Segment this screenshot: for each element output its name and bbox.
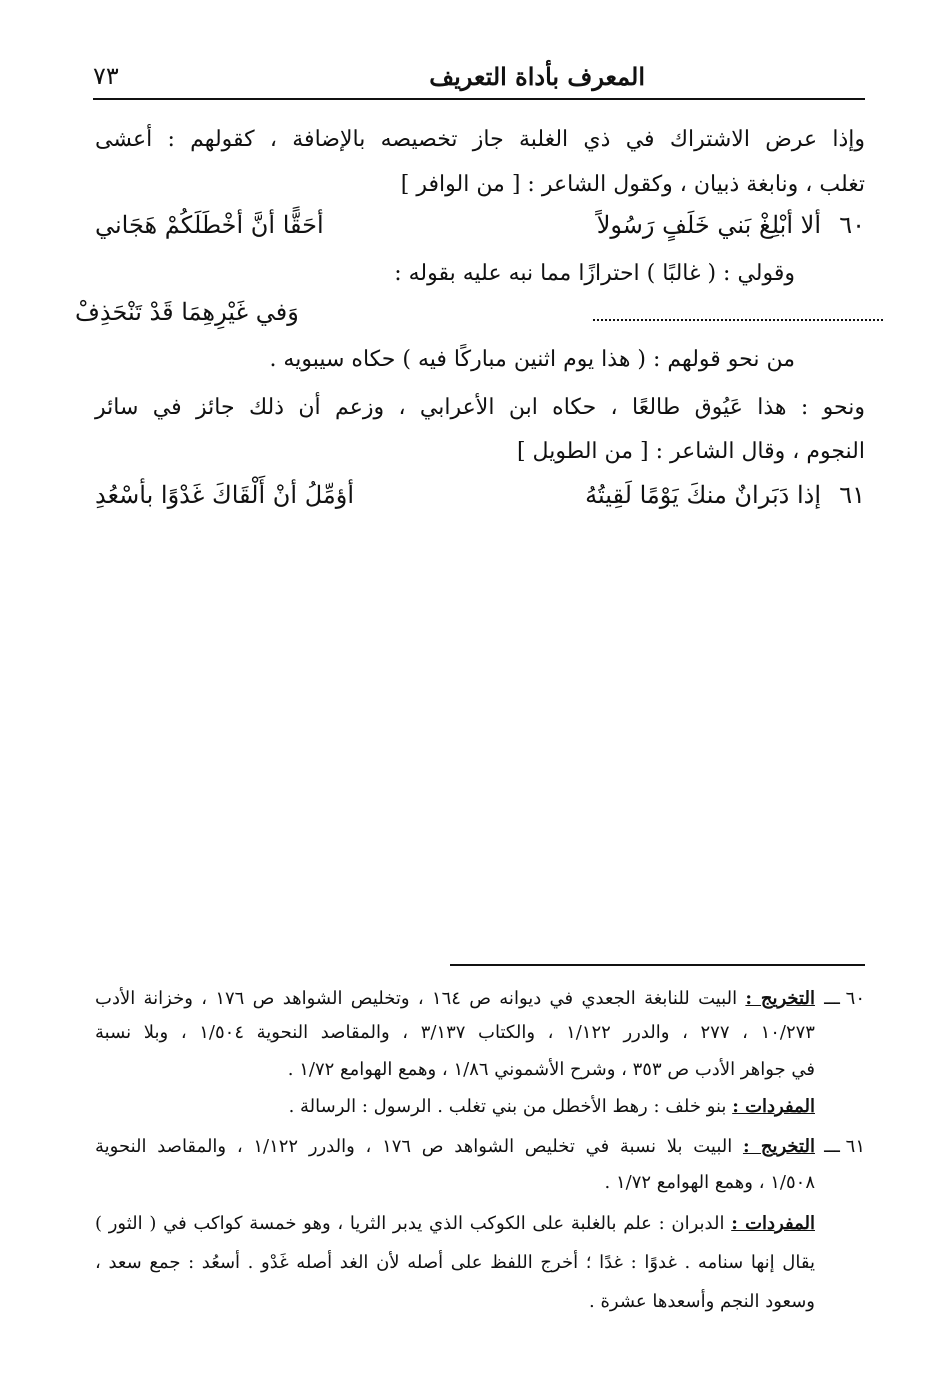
footnote-number: ٦١ ـــ bbox=[824, 1136, 865, 1157]
verse-hemistich-second: أؤمِّلُ أنْ أَلْقَاكَ غَدْوًا بأسْعُدِ bbox=[95, 481, 354, 509]
footnote-text: وسعود النجم وأسعدها عشرة . bbox=[589, 1291, 815, 1312]
verse-number: ٦١ bbox=[839, 481, 865, 509]
footnote-separator bbox=[450, 964, 865, 966]
body-line: وإذا عرض الاشتراك في ذي الغلبة جاز تخصيصه بالإضافة ، كقولهم : أعشى bbox=[95, 127, 865, 152]
page-header bbox=[93, 62, 865, 100]
omitted-hemistich-dots bbox=[593, 319, 883, 321]
verse-60 bbox=[95, 211, 865, 251]
footnote-number: ٦٠ ـــ bbox=[824, 988, 865, 1009]
body-line: من نحو قولهم : ( هذا يوم اثنين مباركًا فيه ) حكاه سيبويه . bbox=[269, 347, 795, 372]
page-number: ٧٣ bbox=[93, 62, 119, 90]
verse-hemistich-first: ألا أبْلِغْ بَني خَلَفٍ رَسُولاً bbox=[596, 211, 821, 239]
verse-hemistich-first: إذا دَبَرانٌ منكَ يَوْمًا لَقِيتُهُ bbox=[585, 481, 821, 509]
footnote-text: بنو خلف : رهط الأخطل من بني تغلب . الرسول : الرسالة . bbox=[288, 1096, 727, 1117]
verse-61 bbox=[95, 481, 865, 521]
footnote-tag: التخريج : bbox=[745, 988, 815, 1009]
footnote-text: ١/٥٠٨ ، وهمع الهوامع ١/٧٢ . bbox=[604, 1172, 815, 1193]
half-verse: وَفي غَيْرِهِمَا قَدْ تَنْحَذِفْ bbox=[75, 298, 299, 326]
body-line: وقولي : ( غالبًا ) احترازًا مما نبه عليه بقوله : bbox=[394, 261, 795, 286]
footnote-tag: المفردات : bbox=[732, 1096, 815, 1117]
verse-number: ٦٠ bbox=[839, 211, 865, 239]
footnote-tag: المفردات : bbox=[731, 1213, 815, 1234]
body-line: ونحو : هذا عَيُوق طالعًا ، حكاه ابن الأعرابي ، وزعم أن ذلك جائز في سائر bbox=[95, 395, 865, 420]
footnote-text: ١٠/٢٧٣ ، ٢٧٧ ، والدرر ١/١٢٢ ، والكتاب ٣/١٣٧ ، والمقاصد النحوية ١/٥٠٤ ، وبلا نسبة bbox=[95, 1022, 815, 1043]
running-title: المعرف بأداة التعريف bbox=[429, 62, 645, 91]
footnote-text: يقال إنها سنامه . غدوًا : غدًا ؛ أخرج اللفظ على أصله لأن الغد أصله غَدْو . أسعُد : جمع سعد ، bbox=[95, 1252, 815, 1273]
verse-hemistich-second: أحَقًّا أنَّ أخْطَلَكُمْ هَجَاني bbox=[95, 211, 324, 239]
body-line: النجوم ، وقال الشاعر : [ من الطويل ] bbox=[516, 439, 865, 464]
body-line: تغلب ، ونابغة ذبيان ، وكقول الشاعر : [ من الوافر ] bbox=[400, 172, 865, 197]
footnote-text: البيت بلا نسبة في تخليص الشواهد ص ١٧٦ ، والدرر ١/١٢٢ ، والمقاصد النحوية bbox=[95, 1136, 733, 1157]
footnote-tag: التخريج : bbox=[742, 1136, 815, 1157]
footnote-text: الدبران : علم بالغلبة على الكوكب الذي يدبر الثريا ، وهو خمسة كواكب في ( الثور ) bbox=[95, 1213, 725, 1234]
footnote-text: البيت للنابغة الجعدي في ديوانه ص ١٦٤ ، وتخليص الشواهد ص ١٧٦ ، وخزانة الأدب bbox=[95, 988, 738, 1009]
footnote-text: في جواهر الأدب ص ٣٥٣ ، وشرح الأشموني ١/٨٦ ، وهمع الهوامع ١/٧٢ . bbox=[287, 1059, 815, 1080]
